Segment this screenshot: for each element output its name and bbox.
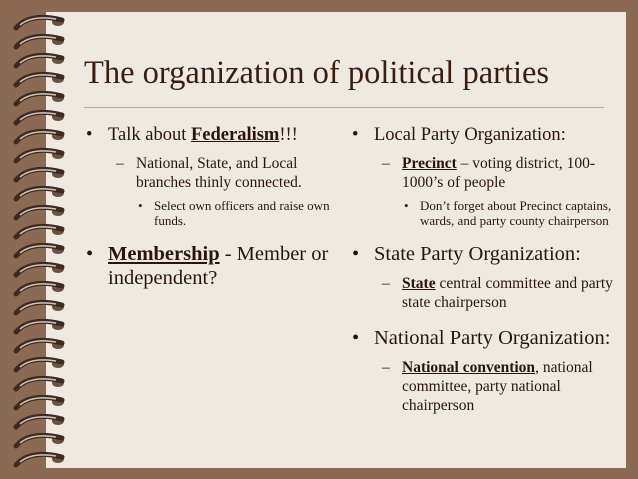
sub-bullet-national — [382, 358, 614, 415]
slide-title: The organization of political parties — [84, 55, 550, 91]
sub-sub-bullet-officers: • Select own officers and raise own funds. — [138, 198, 336, 228]
sub-bullet-precinct — [382, 154, 614, 192]
membership-suffix: - Member or independent? — [108, 243, 329, 289]
state-term: State — [402, 275, 436, 292]
federalism-term: Federalism — [190, 125, 280, 145]
federalism-prefix: Talk about — [108, 125, 191, 145]
precinct-suffix: – voting district, 100-1000’s of people — [402, 155, 595, 191]
bullet-federalism — [86, 124, 336, 146]
precinct-term: Precinct — [402, 155, 457, 172]
spiral-binding-icon — [0, 12, 80, 472]
sub-bullet-branches: – National, State, and Local branches thinly connected. — [116, 154, 336, 192]
title-divider — [84, 107, 604, 108]
left-column — [86, 124, 336, 298]
federalism-suffix: !!! — [279, 125, 298, 145]
sub-sub-bullet-precinct-captains: • Don’t forget about Precinct captains, wards, and party county chairperson — [404, 198, 614, 228]
bullet-membership — [86, 242, 336, 290]
right-column — [352, 124, 614, 415]
state-suffix: central committee and party state chairperson — [402, 275, 613, 311]
bullet-national-party: • National Party Organization: — [352, 326, 614, 350]
national-suffix: , national committee, party national chairperson — [402, 359, 593, 414]
bullet-local-party: • Local Party Organization: — [352, 124, 614, 146]
national-convention-term: National convention — [402, 359, 536, 376]
membership-term: Membership — [108, 243, 220, 265]
sub-bullet-state — [382, 274, 614, 312]
bullet-state-party: • State Party Organization: — [352, 242, 614, 266]
